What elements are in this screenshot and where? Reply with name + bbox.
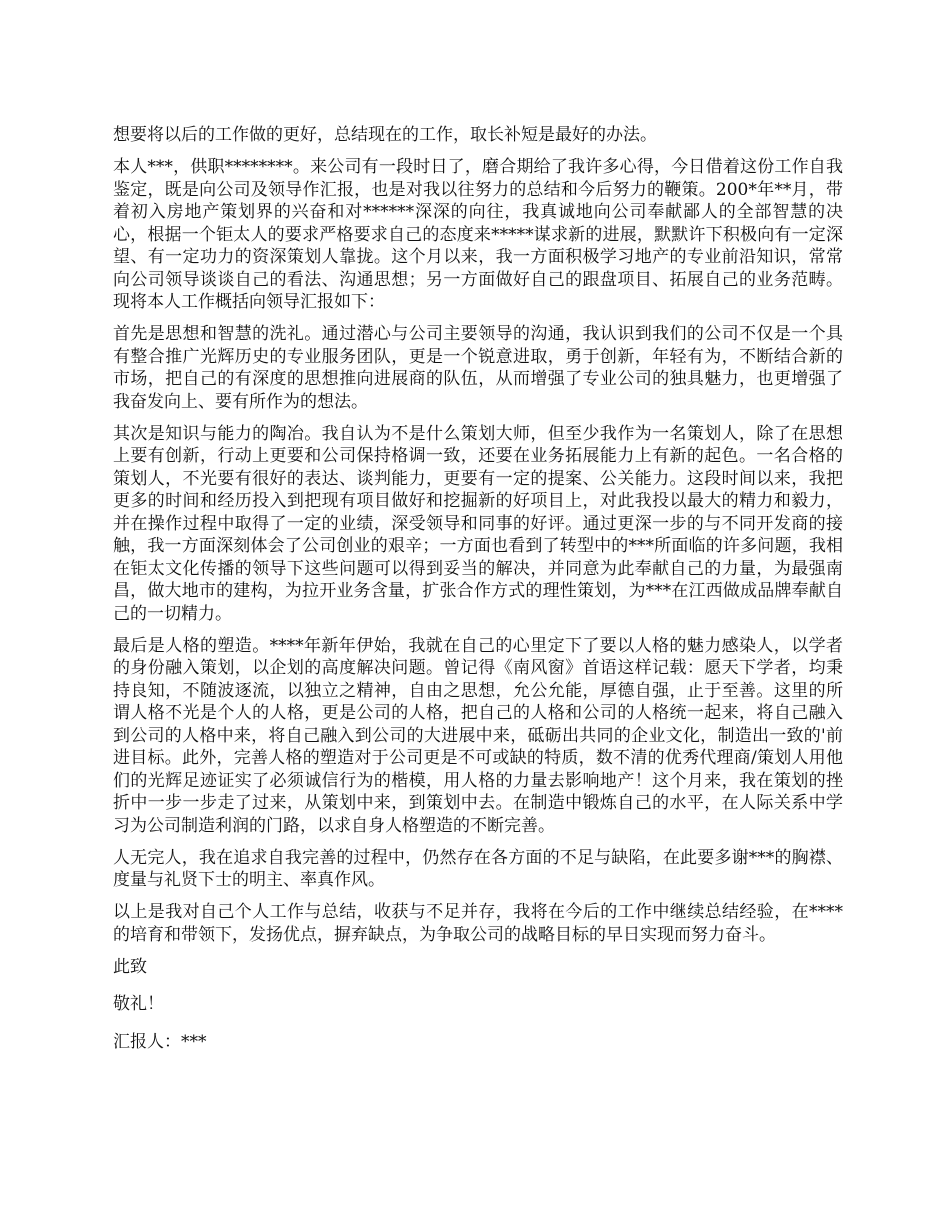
paragraph-summary: 以上是我对自己个人工作与总结，收获与不足并存，我将在今后的工作中继续总结经验，在****的培育和带领下，发扬优点，摒弃缺点，为争取公司的战略目标的早日实现而努力奋斗。 [113, 902, 843, 945]
document-page [113, 124, 843, 1068]
signature-line: 汇报人：*** [113, 1031, 207, 1052]
paragraph-self-introduction: 本人***，供职********。来公司有一段时日了，磨合期给了我许多心得，今日借着这份工作自我鉴定，既是向公司及领导作汇报，也是对我以往努力的总结和今后努力的鞭策。200*年**月，带着初入房地产策划界的兴奋和对******深深的向往，我真诚地向公司奉献鄙人的全部智慧的决心，根据一个钜太人的要求严格要求自己的态度来*****谋求新的进展，默默许下积极向有一定深望、有一定功力的资深策划人靠拢。这个月以来，我一方面积极学习地产的专业前沿知识，常常向公司领导谈谈自己的看法、沟通思想；另一方面做好自己的跟盘项目、拓展自己的业务范畴。现将本人工作概括向领导汇报如下： [113, 157, 843, 312]
paragraph-thought-wisdom: 首先是思想和智慧的洗礼。通过潜心与公司主要领导的沟通，我认识到我们的公司不仅是一个具有整合推广光辉历史的专业服务团队，更是一个锐意进取，勇于创新，年轻有为，不断结合新的市场，把自己的有深度的思想推向进展商的队伍，从而增强了专业公司的独具魅力，也更增强了我奋发向上、要有所作为的想法。 [113, 324, 843, 412]
salutation-line: 敬礼！ [113, 994, 164, 1014]
paragraph-imperfection: 人无完人，我在追求自我完善的过程中，仍然存在各方面的不足与缺陷，在此要多谢***的胸襟、度量与礼贤下士的明主、率真作风。 [113, 847, 843, 890]
closing-line: 此致 [113, 956, 147, 977]
paragraph-intro: 想要将以后的工作做的更好，总结现在的工作，取长补短是最好的办法。 [113, 125, 657, 145]
paragraph-knowledge-ability: 其次是知识与能力的陶冶。我自认为不是什么策划大师，但至少我作为一名策划人，除了在思想上要有创新，行动上更要和公司保持格调一致，还要在业务拓展能力上有新的起色。一名合格的策划人，不光要有很好的表达、谈判能力，更要有一定的提案、公关能力。这段时间以来，我把更多的时间和经历投入到把现有项目做好和挖掘新的好项目上，对此我投以最大的精力和毅力，并在操作过程中取得了一定的业绩，深受领导和同事的好评。通过更深一步的与不同开发商的接触，我一方面深刻体会了公司创业的艰辛；一方面也看到了转型中的***所面临的许多问题，我相在钜太文化传播的领导下这些问题可以得到妥当的解决，并同意为此奉献自己的力量，为最强南昌，做大地市的建构，为拉开业务含量，扩张合作方式的理性策划，为***在江西做成品牌奉献自己的一切精力。 [113, 423, 843, 624]
paragraph-personality: 最后是人格的塑造。****年新年伊始，我就在自己的心里定下了要以人格的魅力感染人，以学者的身份融入策划，以企划的高度解决问题。曾记得《南风窗》首语这样记载：愿天下学者，均秉持良知，不随波逐流，以独立之精神，自由之思想，允公允能，厚德自强，止于至善。这里的所谓人格不光是个人的人格，更是公司的人格，把自己的人格和公司的人格统一起来，将自己融入到公司的人格中来，将自己融入到公司的大进展中来，砥砺出共同的企业文化，制造出一致的'前进目标。此外，完善人格的塑造对于公司更是不可或缺的特质，数不清的优秀代理商/策划人用他们的光辉足迹证实了必须诚信行为的楷模，用人格的力量去影响地产！这个月来，我在策划的挫折中一步一步走了过来，从策划中来，到策划中去。在制造中锻炼自己的水平，在人际关系中学习为公司制造利润的门路，以求自身人格塑造的不断完善。 [113, 635, 843, 836]
